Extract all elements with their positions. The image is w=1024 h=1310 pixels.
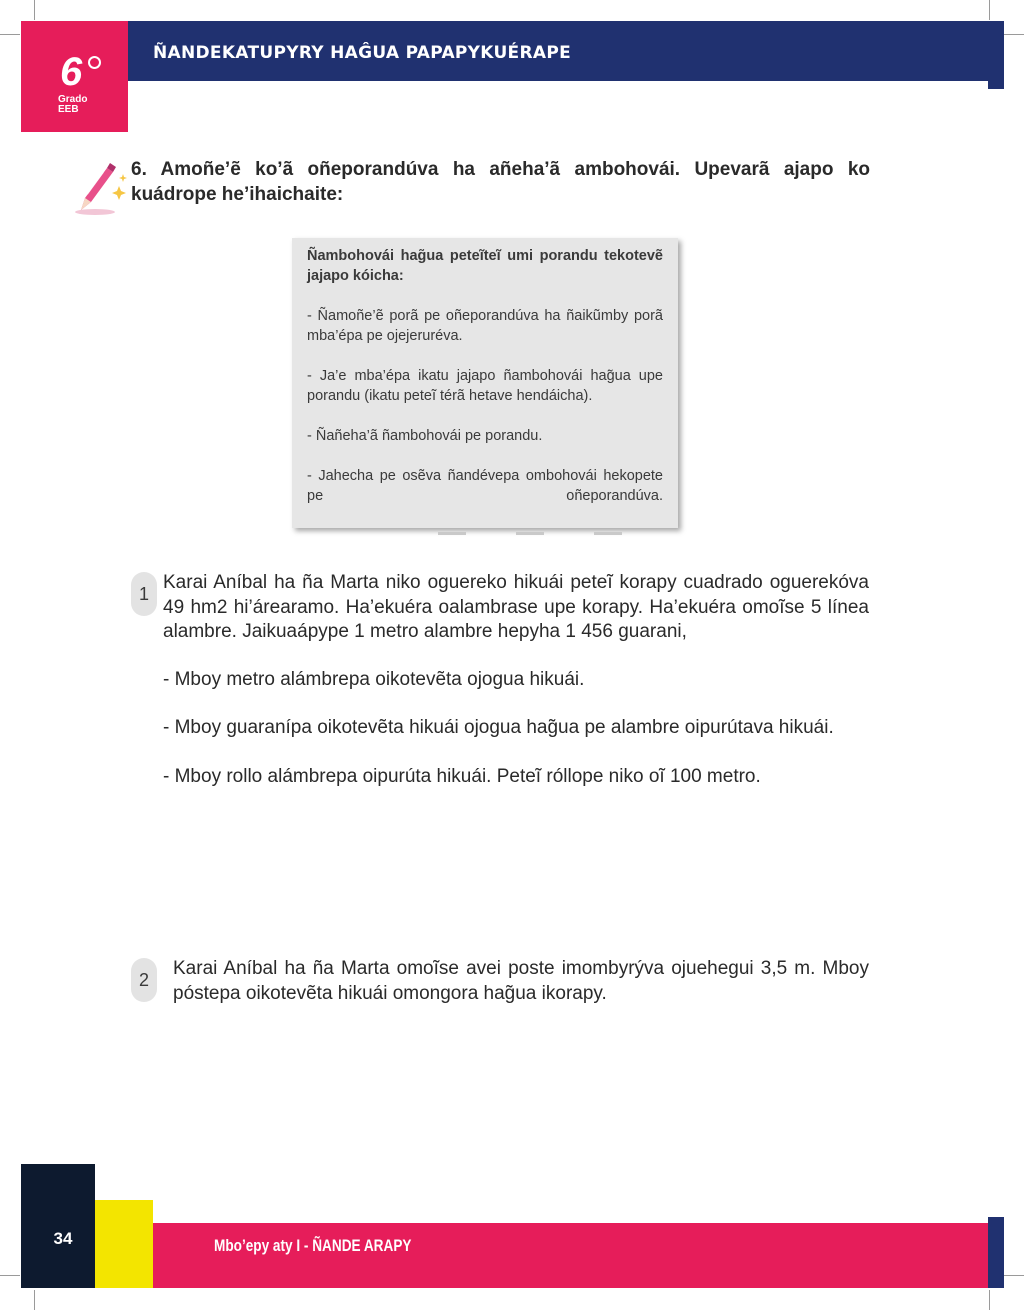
header-tab: [988, 81, 1004, 89]
card-dash: [516, 532, 544, 535]
pencil-icon: [73, 158, 129, 220]
crop-mark: [989, 1290, 990, 1310]
tips-item: - Ñañeha’ã ñambohovái pe porandu.: [307, 428, 543, 444]
header-title: ÑANDEKATUPYRY HAĜUA PAPAPYKUÉRAPE: [153, 43, 571, 63]
card-dash: [438, 532, 466, 535]
footer-tab: [988, 1217, 1004, 1224]
grade-number: 6: [60, 50, 83, 94]
footer-section-title: Mbo’epy aty I - ÑANDE ARAPY: [214, 1236, 412, 1255]
crop-mark: [1004, 1275, 1024, 1276]
problem-number-badge: 2: [131, 958, 157, 1002]
grade-label-text: Grado: [58, 94, 88, 105]
crop-mark: [989, 0, 990, 20]
page-number: 34: [53, 1229, 73, 1248]
problem-1-question: - Mboy rollo alámbrepa oipurúta hikuái. Peteĩ róllope niko oĩ 100 metro.: [163, 766, 761, 787]
tips-item: - Jahecha pe osẽva ñandévepa ombohovái hekopete pe oñeporandúva.: [307, 468, 663, 504]
card-dash: [594, 532, 622, 535]
instruction-text: 6. Amoñe’ẽ ko’ã oñeporandúva ha añeha’ã ambohovái. Upevarã ajapo ko kuádrope he’ihaichaite:: [131, 159, 870, 205]
tips-title: Ñambohovái hag̃ua peteĩteĩ umi porandu tekotevẽ jajapo kóicha:: [307, 248, 663, 284]
problem-2-text: Karai Aníbal ha ña Marta omoĩse avei poste imombyrýva ojuehegui 3,5 m. Mboy póstepa oikotevẽta hikuái omongora hag̃ua ikorapy.: [173, 958, 869, 1004]
crop-mark: [1004, 34, 1024, 35]
crop-mark: [34, 0, 35, 20]
tips-item: - Ja’e mba’épa ikatu jajapo ñambohovái hag̃ua upe porandu (ikatu peteĩ térã hetave hendáicha).: [307, 368, 663, 404]
grade-label: [58, 95, 118, 115]
footer-side-bar: [988, 1224, 1004, 1288]
tips-content: [307, 246, 663, 526]
footer-navy-block: [21, 1164, 95, 1288]
crop-mark: [0, 34, 20, 35]
problem-1-question: - Mboy guaranípa oikotevẽta hikuái ojogua hag̃ua pe alambre oipurútava hikuái.: [163, 717, 834, 738]
tips-item: - Ñamoñe’ẽ porã pe oñeporandúva ha ñaikũmby porã mba’épa pe ojejeruréva.: [307, 308, 663, 344]
problem-number-badge: 1: [131, 572, 157, 616]
problem-1-question: - Mboy metro alámbrepa oikotevẽta ojogua hikuái.: [163, 669, 585, 690]
grade-level-text: EEB: [58, 104, 79, 115]
crop-mark: [0, 1275, 20, 1276]
crop-mark: [34, 1290, 35, 1310]
degree-icon: [88, 56, 101, 69]
problem-1-text: Karai Aníbal ha ña Marta niko oguereko hikuái peteĩ korapy cuadrado oguerekóva 49 hm2 hi’árearamo. Ha’ekuéra oalambrase upe korapy. Ha’ekuéra omoĩse 5 línea alambre. Jaikuaápype 1 metro alambre hepyha 1 456 guarani,: [163, 572, 869, 642]
